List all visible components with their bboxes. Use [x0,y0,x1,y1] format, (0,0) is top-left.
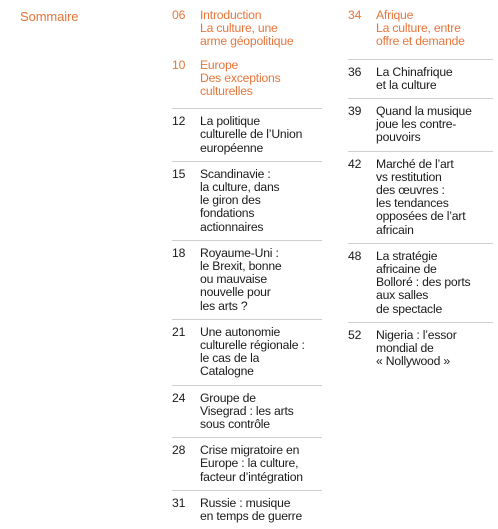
divider [172,161,322,162]
entry-title: Europe Des exceptions culturelles [200,57,281,99]
toc-entry-section[interactable] [172,9,322,49]
divider [348,322,493,323]
toc-entry[interactable] [172,247,322,313]
toc-entry[interactable] [348,105,493,145]
toc-entry[interactable] [348,329,493,369]
page-number: 28 [172,443,186,458]
entry-title: La politique culturelle de l’Union européenne [200,114,303,155]
toc-entry-section[interactable] [348,9,493,49]
page-number: 39 [348,104,362,119]
divider [348,59,493,60]
page-number: 12 [172,114,186,129]
entry-title: Introduction La culture, une arme géopolitique [200,8,294,49]
divider [172,385,322,386]
entry-title: Royaume-Uni : le Brexit, bonne ou mauvaise nouvelle pour les arts ? [200,245,282,313]
divider [172,108,322,109]
entry-title: Marché de l’art vs restitution des œuvres : les tendances opposées de l’art africain [376,156,466,237]
page-number: 10 [172,57,186,72]
divider [172,490,322,491]
page-number: 52 [348,327,362,342]
page-number: 15 [172,166,186,181]
page-number: 36 [348,64,362,79]
toc-entry[interactable] [172,497,322,523]
page-number: 48 [348,248,362,263]
entry-title: Russie : musique en temps de guerre [200,495,303,524]
entry-title: Scandinavie : la culture, dans le giron des fondations actionnaires [200,166,280,234]
entry-title: Une autonomie culturelle régionale : le cas de la Catalogne [200,324,305,379]
toc-entry-section[interactable] [172,59,322,99]
page-number: 24 [172,390,186,405]
entry-title: La stratégie africaine de Bolloré : des ports aux salles de spectacle [376,248,471,316]
divider [348,151,493,152]
toc-entry[interactable] [172,326,322,379]
page-number: 42 [348,156,362,171]
toc-entry[interactable] [348,158,493,237]
entry-title: La Chinafrique et la culture [376,64,453,92]
entry-title: Quand la musique joue les contre- pouvoirs [376,104,472,145]
divider [348,243,493,244]
toc-entry[interactable] [348,66,493,92]
toc-entry[interactable] [172,168,322,234]
divider [172,319,322,320]
page-number: 31 [172,495,186,510]
page-number: 06 [172,8,186,22]
toc-entry[interactable] [172,392,322,432]
page-number: 18 [172,245,186,260]
page-number: 34 [348,8,362,22]
toc-entry[interactable] [172,115,322,155]
toc-column-2 [348,9,493,374]
toc-entry[interactable] [172,444,322,484]
toc-entry[interactable] [348,250,493,316]
divider [172,437,322,438]
entry-title: Nigeria : l’essor mondial de « Nollywood » [376,327,457,369]
entry-title: Crise migratoire en Europe : la culture, facteur d’intégration [200,443,303,484]
entry-title: Groupe de Visegrad : les arts sous contrôle [200,390,294,432]
entry-title: Afrique La culture, entre offre et demande [376,8,465,49]
page-title: Sommaire [20,9,79,24]
toc-column-1 [172,9,322,529]
page-number: 21 [172,324,186,339]
divider [348,98,493,99]
divider [172,240,322,241]
